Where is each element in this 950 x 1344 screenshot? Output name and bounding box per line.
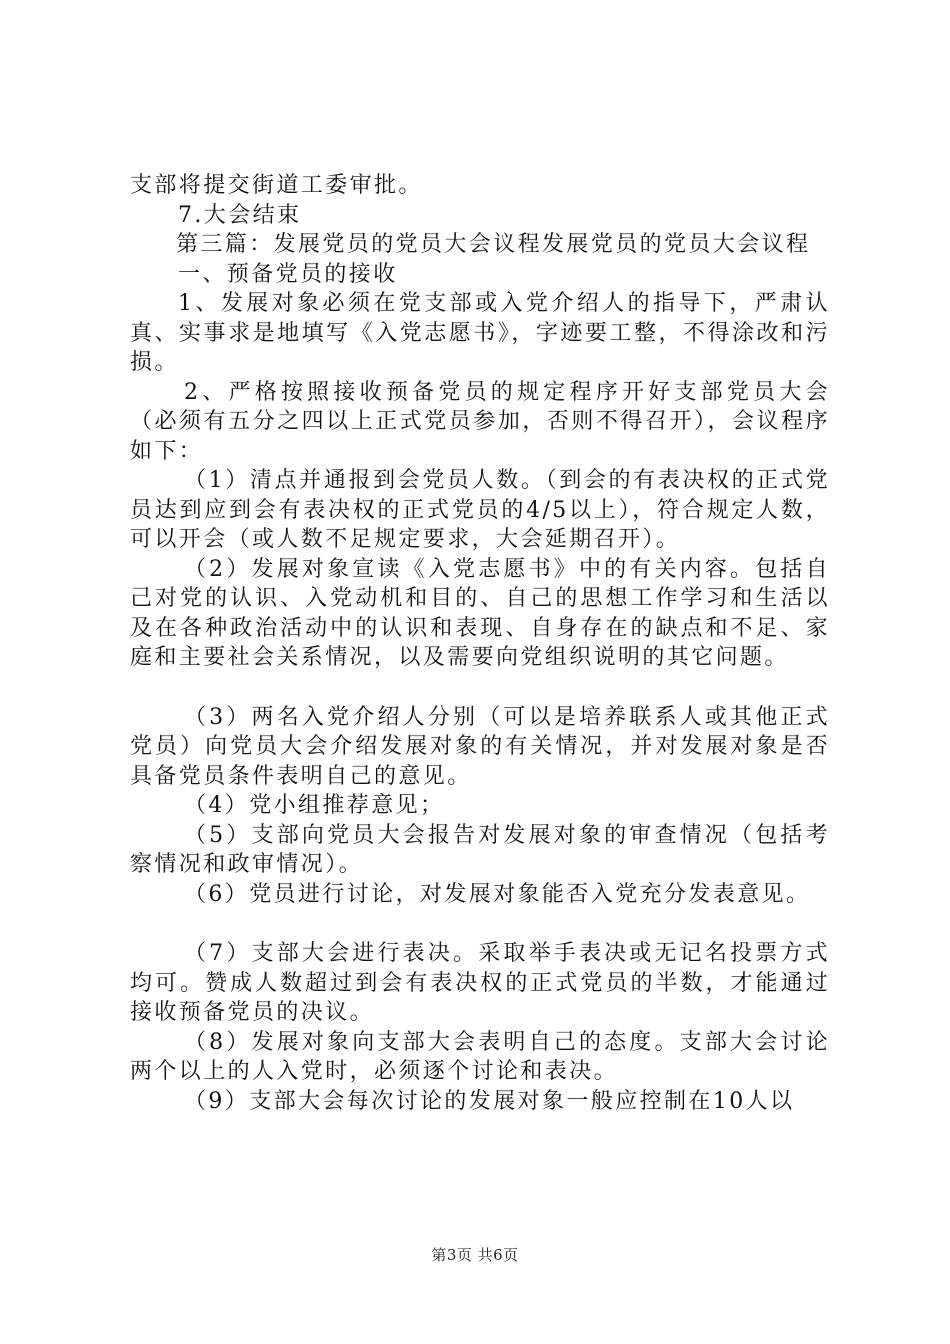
paragraph-meeting-end: 7.大会结束: [178, 202, 302, 228]
paragraph-section-title: 第三篇：发展党员的党员大会议程发展党员的党员大会议程: [176, 232, 811, 257]
paragraph-step-9: （9）支部大会每次讨论的发展对象一般应控制在10人以: [184, 1088, 795, 1114]
paragraph-step-2: （2）发展对象宣读《入党志愿书》中的有关内容。包括自己对党的认识、入党动机和目的、自己的思想工作学习和生活以及在各种政治活动中的认识和表现、自身存在的缺点和不足、家庭和主要社会关系情况，以及需要向党组织说明的其它问题。: [130, 556, 830, 670]
paragraph-step-3: （3）两名入党介绍人分别（可以是培养联系人或其他正式党员）向党员大会介绍发展对象的有关情况，并对发展对象是否具备党员条件表明自己的意见。: [130, 704, 830, 789]
paragraph-step-6: （6）党员进行讨论，对发展对象能否入党充分发表意见。: [184, 881, 811, 907]
paragraph-gap: [130, 673, 830, 703]
paragraph-step-5: （5）支部向党员大会报告对发展对象的审查情况（包括考察情况和政审情况）。: [130, 822, 830, 877]
paragraph-step-4: （4）党小组推荐意见；: [184, 793, 445, 818]
paragraph-heading-1: 一、预备党员的接收: [178, 261, 398, 287]
paragraph-step-7: （7）支部大会进行表决。采取举手表决或无记名投票方式均可。赞成人数超过到会有表决权的正式党员的半数，才能通过接收预备党员的决议。: [130, 941, 830, 1025]
paragraph-step-8: （8）发展对象向支部大会表明自己的态度。支部大会讨论两个以上的人入党时，必须逐个讨论和表决。: [130, 1029, 830, 1084]
paragraph-intro: 支部将提交街道工委审批。: [130, 173, 423, 198]
paragraph-item-2: 2、严格按照接收预备党员的规定程序开好支部党员大会（必须有五分之四以上正式党员参加，否则不得召开），会议程序如下：: [130, 379, 830, 464]
document-body: [130, 171, 830, 1116]
paragraph-item-1: 1、发展对象必须在党支部或入党介绍人的指导下，严肃认真、实事求是地填写《入党志愿书》，字迹要工整，不得涂改和污损。: [130, 291, 830, 375]
page-footer: 第3页 共6页: [431, 1246, 519, 1264]
paragraph-gap: [130, 909, 830, 939]
paragraph-step-1: （1）清点并通报到会党员人数。（到会的有表决权的正式党员达到应到会有表决权的正式党员的4/5以上），符合规定人数，可以开会（或人数不足规定要求，大会延期召开）。: [130, 468, 830, 552]
